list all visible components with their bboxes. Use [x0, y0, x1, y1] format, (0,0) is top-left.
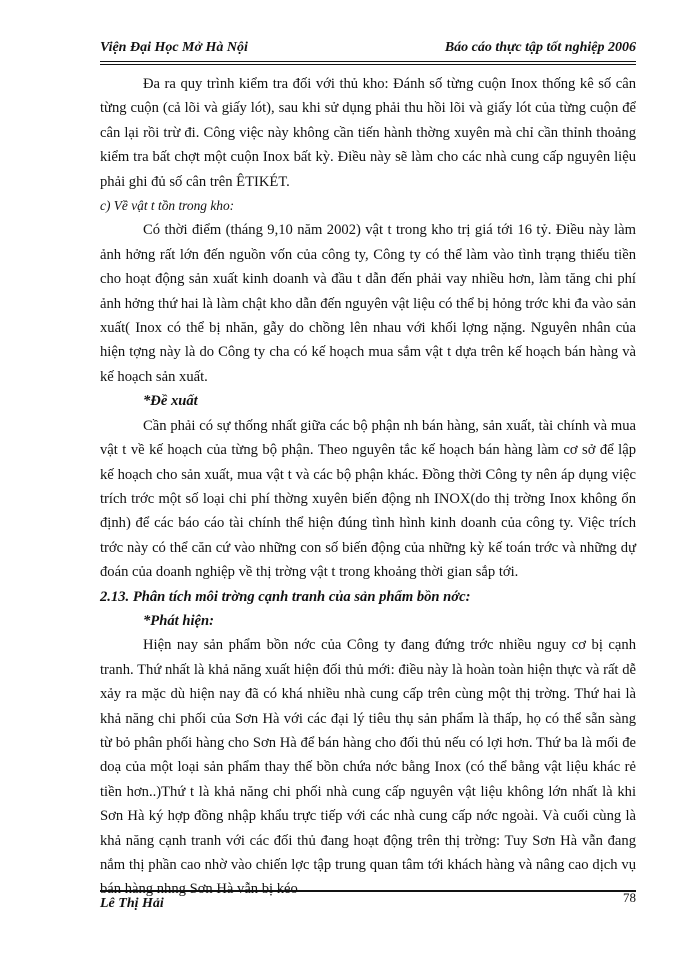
section-heading-2-13: 2.13. Phân tích môi trờng cạnh tranh của sản phẩm bồn nớc: [100, 588, 471, 605]
page-header [100, 38, 636, 60]
header-double-rule [100, 61, 636, 65]
paragraph-proposal: Cần phải có sự thống nhất giữa các bộ phận nh bán hàng, sản xuất, tài chính và mua vật t về kế hoạch của từng bộ phận. Theo nguyên tắc kế hoạch bán hàng làm cơ sở để lập kế hoạch cho sản xuất, mua vật t và các bộ phận khác. Đồng thời Công ty nên áp dụng việc trích trớc một số loại chi phí thờng xuyên biến động nh INOX(do thị trờng Inox không ổn định) để các báo cáo tài chính thể hiện đúng tình hình kinh doanh của công ty. Việc trích trớc này có thể căn cứ vào những con số biến động của những kỳ kế toán trớc và những dự đoán của doanh nghiệp về thị trờng vật t trong khoảng thời gian sắp tới. [100, 417, 636, 581]
page-body [100, 72, 636, 902]
paragraph-inventory: Có thời điểm (tháng 9,10 năm 2002) vật t trong kho trị giá tới 16 tỷ. Điều này làm ảnh hởng rất lớn đến nguồn vốn của công ty, Công ty có thể làm vào tình trạng thiếu tiền cho hoạt động sản xuất kinh doanh và đầu t dẫn đến phải vay nhiều hơn, làm tăng chi phí ảnh hởng thứ hai là làm chật kho dẫn đến nguyên vật liệu có thể bị hỏng trớc khi đa vào sản xuất( Inox có thể bị nhăn, gẫy do chồng lên nhau với khối lợng nặng. Nguyên nhân của hiện tợng này là do Công ty cha có kế hoạch mua sắm vật t dựa trên kế hoạch bán hàng và kế hoạch sản xuất. [100, 222, 637, 385]
paragraph-competition: Hiện nay sản phẩm bồn nớc của Công ty đang đứng trớc nhiều nguy cơ bị cạnh tranh. Thứ nhất là khả năng xuất hiện đối thủ mới: điều này là hoàn toàn hiện thực và rất dễ xảy ra mặc dù hiện nay đã có khá nhiều nhà cung cấp trên cùng một thị trờng. Thứ hai là khả năng chi phối của Sơn Hà với các đại lý tiêu thụ sản phẩm là thấp, họ có thể sẵn sàng từ bỏ phân phối hàng cho Sơn Hà để bán hàng cho đối thủ nếu có lợi hơn. Thứ ba là mối đe doạ của một loại sản phẩm thay thế bồn chứa nớc bằng Inox (có thể bằng vật liệu khác rẻ tiền hơn..)Thứ t là khả năng chi phối nhà cung cấp nguyên vật liệu không lớn nhất là khi Sơn Hà ký hợp đồng nhập khẩu trực tiếp với các nhà cung cấp nớc ngoài. Và cuối cùng là khả năng cạnh tranh với các đối thủ đang hoạt động trên thị trờng: Tuy Sơn Hà vẫn đang nắm thị phần cao nhờ vào chiến lợc tập trung quan tâm tới khách hàng và nâng cao dịch vụ bán hàng nhng Sơn Hà vẫn bị kéo [100, 637, 636, 898]
page-footer [100, 890, 636, 918]
footer-rule [100, 890, 636, 892]
header-report-title: Báo cáo thực tập tốt nghiệp 2006 [444, 40, 636, 55]
heading-proposal: *Đề xuất [143, 393, 198, 410]
footer-author: Lê Thị Hải [100, 896, 164, 911]
page-number: 78 [623, 890, 636, 905]
subheading-inventory: c) Về vật t tồn trong kho: [100, 198, 235, 214]
header-institution: Viện Đại Học Mở Hà Nội [100, 40, 248, 55]
paragraph-inspection-process: Đa ra quy trình kiểm tra đối với thủ kho: Đánh số từng cuộn Inox thống kê số cân từng cuộn (cả lõi và giấy lót), sau khi sử dụng phải thu hồi lõi và giấy lót của từng cuộn để cân lại rồi trừ đi. Công việc này không cần tiến hành thờng xuyên mà chỉ cần thỉnh thoảng kiểm tra bất chợt một cuộn Inox bất kỳ. Điều này sẽ làm cho các nhà cung cấp nguyên liệu phải ghi đủ số cân trên ÊTIKÉT. [100, 76, 636, 190]
heading-findings: *Phát hiện: [143, 612, 214, 629]
